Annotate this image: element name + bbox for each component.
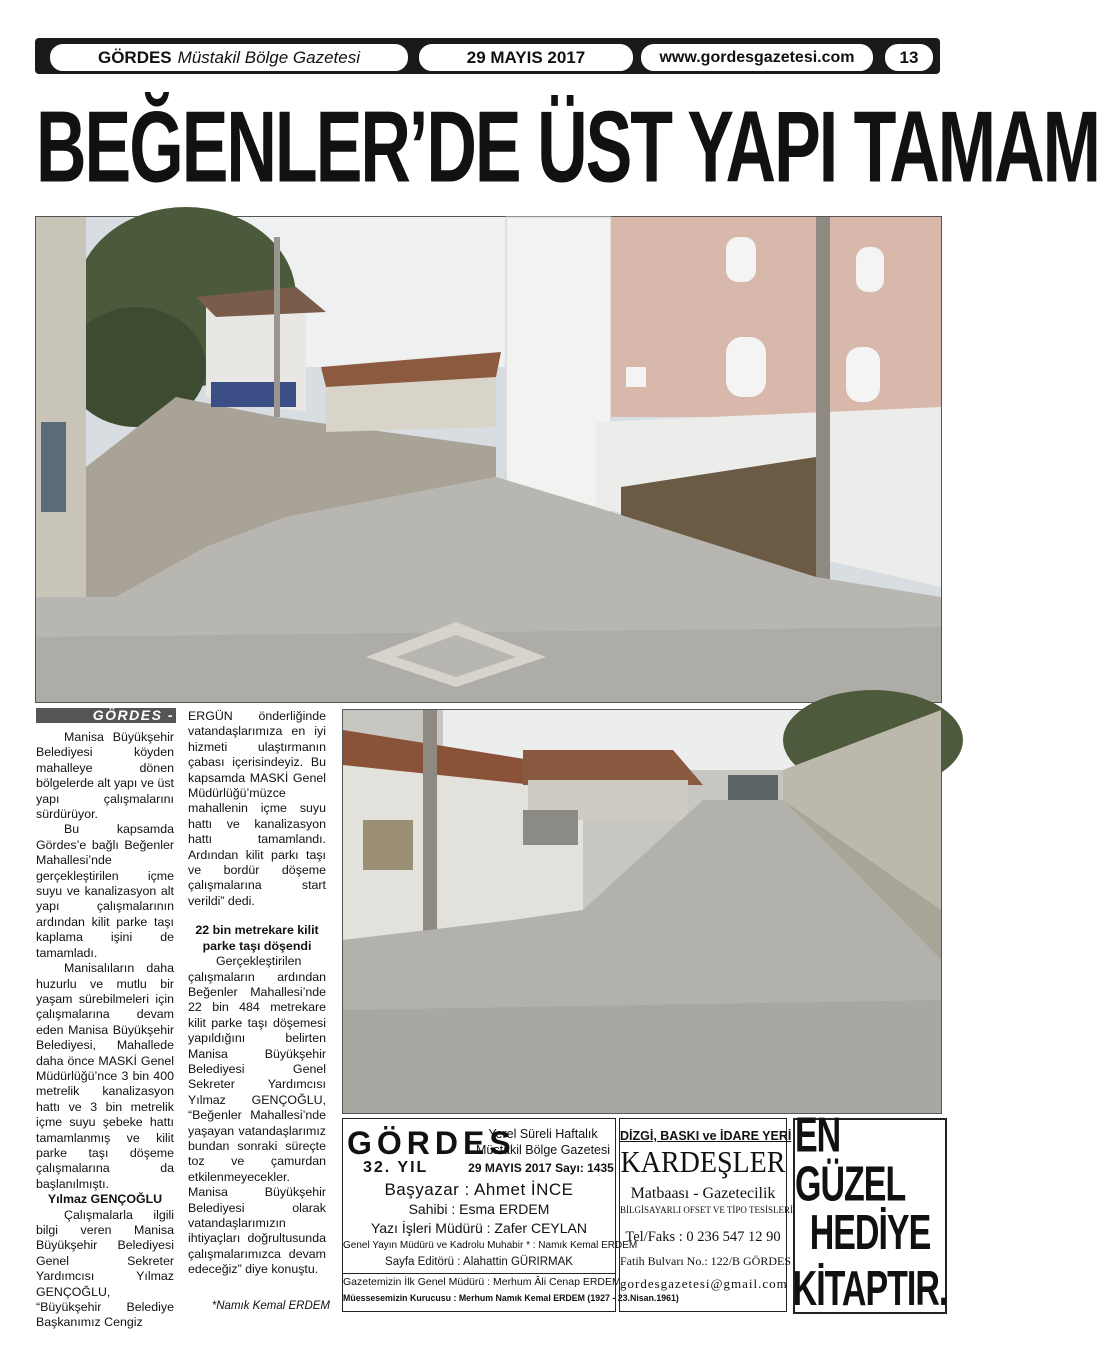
article-column-2	[188, 709, 326, 1278]
printer-line2: BİLGİSAYARLI OFSET VE TİPO TESİSLERİ	[620, 1205, 794, 1215]
paper-name-pill	[49, 43, 409, 72]
paragraph: Gerçekleştirilen çalışmaların ardından Beğenler Mahallesi’nde 22 bin 484 metrekare kilit parke taşı döşemesi yapıldığını belirten Manisa Büyükşehir Belediyesi Genel Sekreter Yardımcısı Yılmaz GENÇOĞLU, “Beğenler Mahallesi’nde yaşayan vatandaşlarımız bundan sonraki süreçte toz ve çamurdan etkilenmeyecekler. Manisa Büyükşehir Belediyesi olarak vatandaşlarımızın ihtiyaçları doğrultusunda çalışmalarımızca devam edeceğiz” diye konuştu.	[188, 954, 326, 1277]
article-column-1	[36, 730, 174, 1331]
paper-subtitle: Müstakil Bölge Gazetesi	[177, 47, 361, 67]
promo-line: EN GÜZEL	[795, 1107, 906, 1213]
printer-email: gordesgazetesi@gmail.com	[620, 1276, 788, 1291]
promo-line: KİTAPTIR.	[792, 1261, 948, 1317]
paragraph: Çalışmalarla ilgili bilgi veren Manisa Büyükşehir Belediyesi Genel Sekreter Yardımcısı Yılmaz GENÇOĞLU, “Büyükşehir Belediye Başkanımız Cengiz	[36, 1207, 174, 1330]
masthead-name: GÖRDES	[347, 1125, 516, 1161]
masthead-year: 32. YIL	[363, 1159, 429, 1176]
masthead-founder: Müessesemizin Kurucusu : Merhum Namık Kemal ERDEM (1927 - 23.Nisan.1961)	[343, 1293, 679, 1303]
article-author: *Namık Kemal ERDEM	[211, 1300, 330, 1312]
headline: BEĞENLER’DE ÜST YAPI TAMAM	[36, 90, 1099, 204]
masthead-first-gm: Gazetemizin İlk Genel Müdürü : Merhum Âli Cenap ERDEM	[343, 1276, 621, 1288]
masthead-box	[342, 1118, 679, 1312]
paper-name: GÖRDES	[97, 47, 172, 67]
paragraph: Manisalıların daha huzurlu ve mutlu bir yaşam sürebilmeleri için çalışmalarına devam eden Manisa Büyükşehir Belediyesi, Mahallede daha önce MASKİ Genel Müdürlüğü’nce 3 bin 400 metrelik kanalizasyon hattı ve 3 bin metrelik içme suyu şebeke hattı tamamlanmış ve kilit parke taşı döşeme çalışmalarına da başlanılmıştı.	[36, 961, 174, 1191]
promo-line: HEDİYE	[809, 1205, 931, 1261]
paragraph: Bu kapsamda Gördes’e bağlı Beğenler Mahallesi’nde gerçekleştirilen içme suyu ve kanalizasyon alt yapı çalışmalarının ardından kilit parke taşı kaplama işini de tamamladı.	[36, 822, 174, 960]
issue-date: 29 MAYIS 2017	[418, 43, 634, 72]
paragraph: ERGÜN önderliğinde vatandaşlarımıza en iyi hizmeti ulaştırmanın çabası içerisindeyiz. Bu kapsamda MASKİ Genel Müdürlüğü’müzce mahallenin içme suyu hattı ve kanalizasyon hattı tamamlandı. Ardından kilit parkı taşı ve bordür döşeme çalışmalarına start verildi” dedi.	[188, 709, 326, 908]
page-number: 13	[884, 43, 934, 72]
masthead-gm: Genel Yayın Müdürü ve Kadrolu Muhabir * : Namık Kemal ERDEM	[343, 1240, 638, 1251]
printer-title: DİZGİ, BASKI ve İDARE YERİ	[620, 1129, 792, 1143]
subhead: 22 bin metrekare kilit parke taşı döşendi	[195, 923, 319, 953]
printer-box	[619, 1118, 794, 1312]
article-kicker: GÖRDES -	[36, 708, 176, 723]
printer-address: Fatih Bulvarı No.: 122/B GÖRDES	[620, 1254, 792, 1268]
masthead-editor: Başyazar : Ahmet İNCE	[384, 1180, 574, 1199]
street-photo	[342, 709, 942, 1114]
promo-box	[792, 1107, 948, 1317]
website: www.gordesgazetesi.com	[640, 43, 874, 72]
printer-name: KARDEŞLER	[620, 1145, 786, 1180]
paragraph: Manisa Büyükşehir Belediyesi köyden mahalleye dönen bölgelerde alt yapı ve üst yapı çalışmalarını sürdürüyor.	[36, 730, 174, 822]
masthead-chief: Yazı İşleri Müdürü : Zafer CEYLAN	[370, 1220, 588, 1236]
masthead-owner: Sahibi : Esma ERDEM	[408, 1201, 550, 1217]
printer-line1: Matbaası - Gazetecilik	[630, 1185, 776, 1202]
subhead: Yılmaz GENÇOĞLU	[47, 1192, 163, 1207]
masthead-type1: Yerel Süreli Haftalık	[488, 1127, 598, 1141]
main-photo	[35, 216, 942, 703]
masthead-issue: 29 MAYIS 2017 Sayı: 1435	[468, 1161, 614, 1175]
printer-phone: Tel/Faks : 0 236 547 12 90	[625, 1229, 781, 1245]
masthead-type2: Müstakil Bölge Gazetesi	[475, 1143, 611, 1157]
masthead-page-editor: Sayfa Editörü : Alahattin GÜRIRMAK	[385, 1256, 573, 1268]
